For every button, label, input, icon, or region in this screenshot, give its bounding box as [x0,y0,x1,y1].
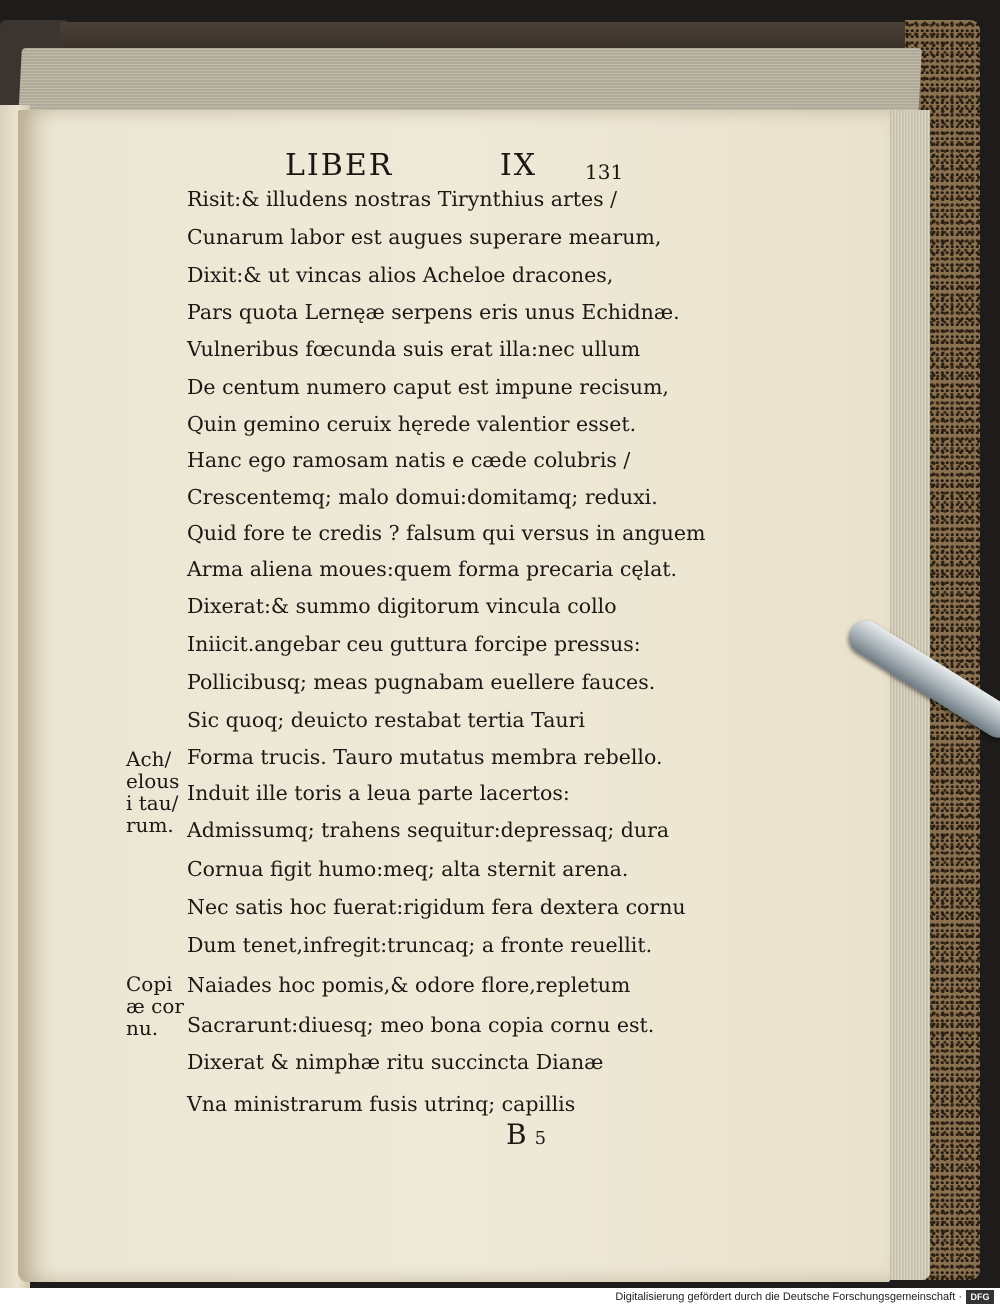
verse-line: Vulneribus fœcunda suis erat illa:nec ullum [187,337,641,361]
verse-line: Induit ille toris a leua parte lacertos: [187,781,570,805]
marginal-note: Copi æ cor nu. [126,972,184,1040]
verse-line: Naiades hoc pomis,& odore flore,repletum [187,973,631,997]
footer-credit: Digitalisierung gefördert durch die Deutsche Forschungsgemeinschaft · [615,1291,962,1303]
verse-line: Dixerat & nimphæ ritu succincta Dianæ [187,1050,604,1074]
verse-line: Dum tenet,infregit:truncaq; a fronte reuellit. [187,933,653,957]
page-stack-right [885,110,930,1280]
verse-line: Arma aliena moues:quem forma precaria cęlat. [187,557,678,581]
marginal-note: Ach/ elous i tau/ rum. [126,747,180,837]
verse-line: De centum numero caput est impune recisum, [187,375,669,399]
dfg-logo: DFG [966,1290,994,1304]
verse-line: Sacrarunt:diuesq; meo bona copia cornu est. [187,1013,655,1037]
verse-line: Hanc ego ramosam natis e cæde colubris / [187,448,631,472]
verse-line: Pars quota Lernęæ serpens eris unus Echidnæ. [187,300,680,324]
verse-line: Cornua figit humo:meq; alta sternit arena. [187,857,629,881]
verse-line: Quid fore te credis ? falsum qui versus in anguem [187,521,706,545]
signature-mark: B 5 [506,1118,547,1151]
verse-line: Dixit:& ut vincas alios Acheloe dracones, [187,263,614,287]
verse-line: Crescentemq; malo domui:domitamq; reduxi. [187,485,658,509]
verse-line: Dixerat:& summo digitorum vincula collo [187,594,617,618]
running-head-title: LIBER [285,148,394,183]
folio-number: 131 [585,160,624,184]
verse-line: Quin gemino ceruix hęrede valentior esset. [187,412,637,436]
verse-line: Iniicit.angebar ceu guttura forcipe pressus: [187,632,641,656]
verse-line: Forma trucis. Tauro mutatus membra rebello. [187,745,663,769]
verse-line: Admissumq; trahens sequitur:depressaq; dura [187,818,670,842]
verse-line: Pollicibusq; meas pugnabam euellere fauces. [187,670,656,694]
verse-line: Nec satis hoc fuerat:rigidum fera dextera cornu [187,895,686,919]
verse-line: Sic quoq; deuicto restabat tertia Tauri [187,708,585,732]
running-head [285,148,537,183]
verse-line: Cunarum labor est augues superare mearum, [187,225,662,249]
verse-line: Vna ministrarum fusis utrinq; capillis [187,1092,576,1116]
running-head-book: IX [499,148,538,183]
verse-line: Risit:& illudens nostras Tirynthius artes / [187,187,618,211]
